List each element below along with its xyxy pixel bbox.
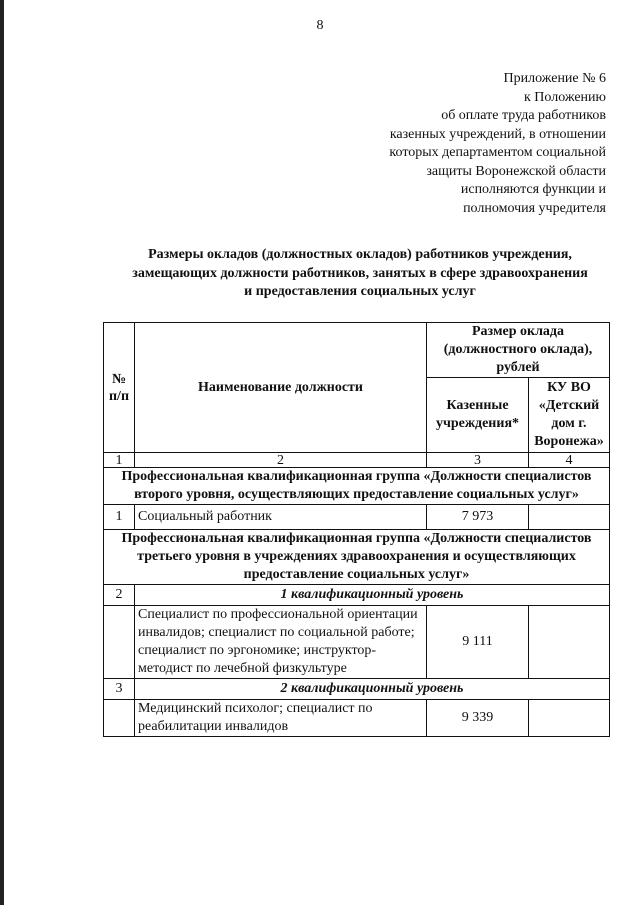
header-name: Наименование должности: [135, 323, 427, 453]
title-line: Размеры окладов (должностных окладов) работников учреждения,: [148, 247, 572, 262]
title-line: замещающих должности работников, занятых в сфере здравоохранения: [132, 265, 588, 281]
position-name: Социальный работник: [135, 505, 427, 530]
appendix-line: Приложение № 6: [503, 71, 606, 86]
salary-table: [103, 322, 610, 737]
table-row: [104, 700, 610, 737]
header-ku-vo: КУ ВО «Детский дом г. Воронежа»: [529, 378, 610, 453]
row-number: 1: [104, 505, 135, 530]
salary-ku-vo: [529, 606, 610, 679]
appendix-line: исполняются функции и: [460, 182, 606, 197]
group-header-row: [104, 530, 610, 585]
position-name: Специалист по профессиональной ориентации инвалидов; специалист по социальной работе; специалист по эргономике; инструктор-методист по лечебной физкультуре: [135, 606, 427, 679]
salary-kazennye: 9 111: [427, 606, 529, 679]
appendix-block: [330, 70, 606, 218]
scan-edge: [0, 0, 4, 905]
appendix-line: казенных учреждений, в отношении: [389, 126, 606, 142]
appendix-line: к Положению: [523, 89, 606, 105]
group-title: Профессиональная квалификационная группа «Должности специалистов третьего уровня в учреждениях здравоохранения и осуществляющих предоставление социальных услуг»: [104, 530, 610, 585]
position-name: Медицинский психолог; специалист по реабилитации инвалидов: [135, 700, 427, 737]
level-row: [104, 679, 610, 700]
column-number: 1: [104, 453, 135, 468]
column-number-row: [104, 453, 610, 468]
appendix-line: защиты Воронежской области: [426, 163, 606, 179]
header-kazennye: Казенные учреждения*: [427, 378, 529, 453]
header-salary-size: Размер оклада (должностного оклада), рублей: [427, 323, 610, 378]
row-number: 2: [104, 585, 135, 606]
group-title: Профессиональная квалификационная группа «Должности специалистов второго уровня, осуществляющих предоставление социальных услуг»: [104, 468, 610, 505]
group-header-row: [104, 468, 610, 505]
salary-kazennye: 7 973: [427, 505, 529, 530]
salary-ku-vo: [529, 505, 610, 530]
appendix-line: об оплате труда работников: [441, 108, 606, 123]
row-number: [104, 700, 135, 737]
level-title: 1 квалификационный уровень: [135, 585, 610, 606]
document-title: [100, 246, 620, 302]
page-number: 8: [316, 18, 324, 33]
column-number: 4: [529, 453, 610, 468]
appendix-line: полномочия учредителя: [463, 200, 606, 216]
appendix-line: которых департаментом социальной: [389, 145, 606, 160]
level-title: 2 квалификационный уровень: [135, 679, 610, 700]
level-row: [104, 585, 610, 606]
table-row: [104, 606, 610, 679]
column-number: 3: [427, 453, 529, 468]
title-line: и предоставления социальных услуг: [244, 284, 476, 299]
column-number: 2: [135, 453, 427, 468]
header-num: № п/п: [104, 323, 135, 453]
salary-ku-vo: [529, 700, 610, 737]
row-number: [104, 606, 135, 679]
header-row: [104, 323, 610, 378]
row-number: 3: [104, 679, 135, 700]
table-row: [104, 505, 610, 530]
salary-kazennye: 9 339: [427, 700, 529, 737]
